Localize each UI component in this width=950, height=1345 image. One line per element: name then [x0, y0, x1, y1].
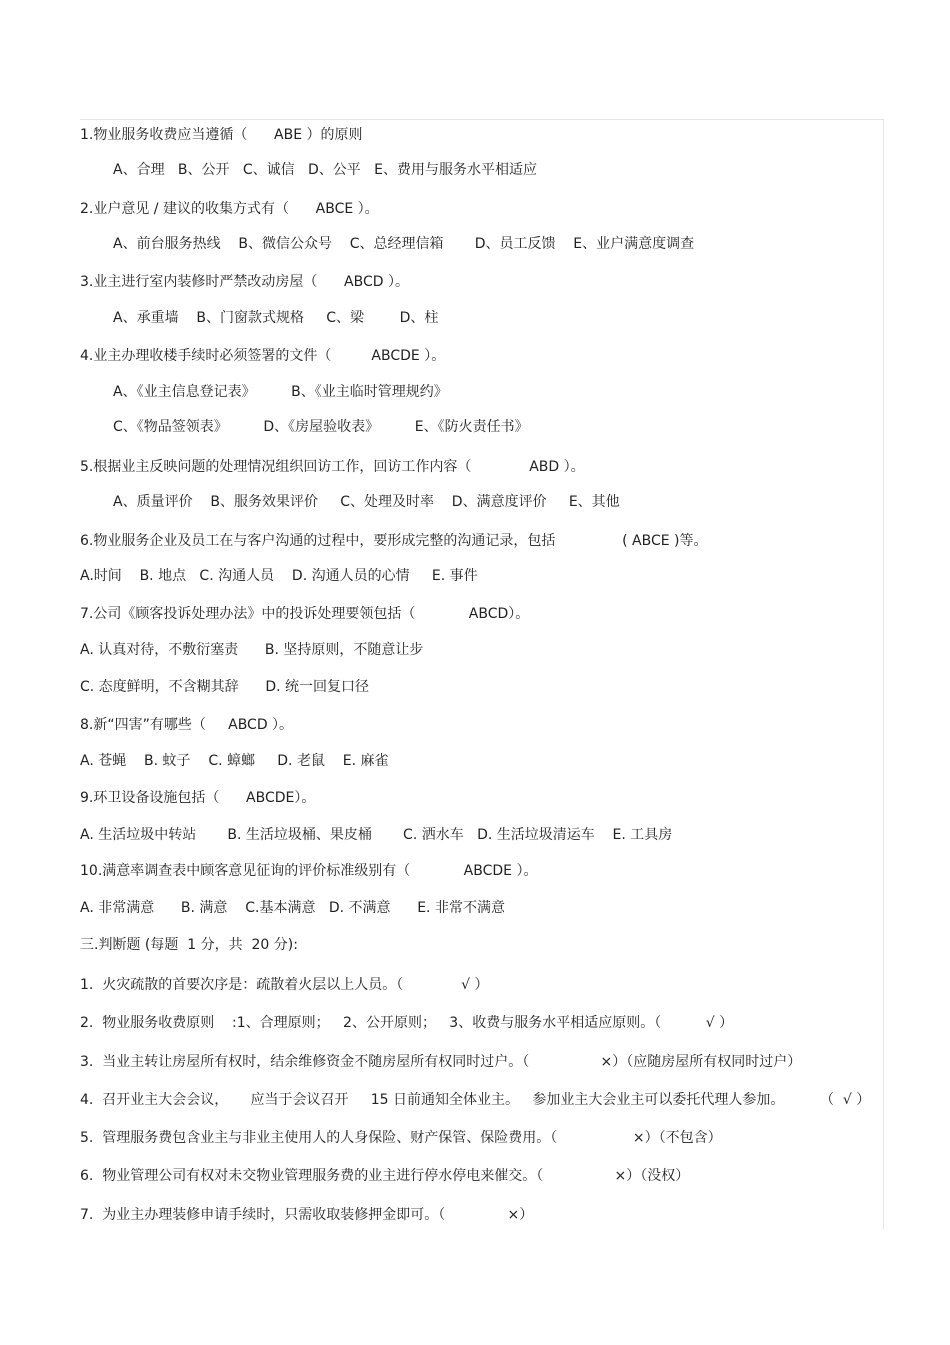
question-9: 9.环卫设备设施包括（ ABCDE）。 [80, 790, 316, 806]
question-10: 10.满意率调查表中顾客意见征询的评价标准级别有（ ABCDE ）。 [80, 863, 538, 879]
question-7-options-a: A. 认真对待，不敷衍塞责 B. 坚持原则，不随意让步 [80, 642, 424, 658]
question-3: 3.业主进行室内装修时严禁改动房屋（ ABCD ）。 [80, 274, 409, 290]
question-5: 5.根据业主反映问题的处理情况组织回访工作，回访工作内容（ ABD ）。 [80, 459, 585, 475]
page-frame-top-border [80, 119, 884, 120]
question-8: 8.新“四害”有哪些（ ABCD ）。 [80, 717, 294, 733]
question-3-options: A、承重墙 B、门窗款式规格 C、梁 D、柱 [113, 310, 439, 326]
question-2-options: A、前台服务热线 B、微信公众号 C、总经理信箱 D、员工反馈 E、业户满意度调查 [113, 236, 695, 252]
question-4-options-b: C、《物品签领表》 D、《房屋验收表》 E、《防火责任书》 [113, 419, 529, 435]
judgment-4: 4. 召开业主大会会议， 应当于会议召开 15 日前通知全体业主。 参加业主大会业主可以委托代理人参加。 （ √ ） [80, 1092, 871, 1108]
question-6: 6.物业服务企业及员工在与客户沟通的过程中，要形成完整的沟通记录，包括 ( ABCE )等。 [80, 533, 708, 549]
question-2: 2.业户意见 / 建议的收集方式有（ ABCE ）。 [80, 201, 379, 217]
question-9-options: A. 生活垃圾中转站 B. 生活垃圾桶、果皮桶 C. 洒水车 D. 生活垃圾清运车 E. 工具房 [80, 827, 673, 843]
question-6-options: A.时间 B. 地点 C. 沟通人员 D. 沟通人员的心情 E. 事件 [80, 568, 478, 584]
judgment-5: 5. 管理服务费包含业主与非业主使用人的人身保险、财产保管、保险费用。（ ×）（不包含） [80, 1130, 722, 1146]
question-1-options: A、合理 B、公开 C、诚信 D、公平 E、费用与服务水平相适应 [113, 162, 537, 178]
section-heading-true-false: 三.判断题 (每题 1 分，共 20 分): [80, 937, 298, 953]
question-10-options: A. 非常满意 B. 满意 C.基本满意 D. 不满意 E. 非常不满意 [80, 900, 505, 916]
question-4: 4.业主办理收楼手续时必须签署的文件（ ABCDE ）。 [80, 348, 446, 364]
judgment-7: 7. 为业主办理装修申请手续时，只需收取装修押金即可。（ ×） [80, 1207, 534, 1223]
question-5-options: A、质量评价 B、服务效果评价 C、处理及时率 D、满意度评价 E、其他 [113, 494, 620, 510]
question-7-options-b: C. 态度鲜明，不含糊其辞 D. 统一回复口径 [80, 679, 370, 695]
judgment-1: 1. 火灾疏散的首要次序是：疏散着火层以上人员。（ √ ） [80, 977, 489, 993]
page-frame-right-border [883, 119, 884, 1229]
judgment-3: 3. 当业主转让房屋所有权时，结余维修资金不随房屋所有权同时过户。（ ×）（应随房屋所有权同时过户） [80, 1054, 802, 1070]
question-4-options-a: A、《业主信息登记表》 B、《业主临时管理规约》 [113, 384, 448, 400]
question-7: 7.公司《顾客投诉处理办法》中的投诉处理要领包括（ ABCD）。 [80, 606, 530, 622]
judgment-2: 2. 物业服务收费原则 :1、合理原则； 2、公开原则； 3、收费与服务水平相适应原则。（ √ ） [80, 1015, 734, 1031]
question-8-options: A. 苍蝇 B. 蚊子 C. 蟑螂 D. 老鼠 E. 麻雀 [80, 753, 389, 769]
question-1: 1.物业服务收费应当遵循（ ABE ）的原则 [80, 127, 363, 143]
judgment-6: 6. 物业管理公司有权对未交物业管理服务费的业主进行停水停电来催交。（ ×）（没权） [80, 1168, 690, 1184]
